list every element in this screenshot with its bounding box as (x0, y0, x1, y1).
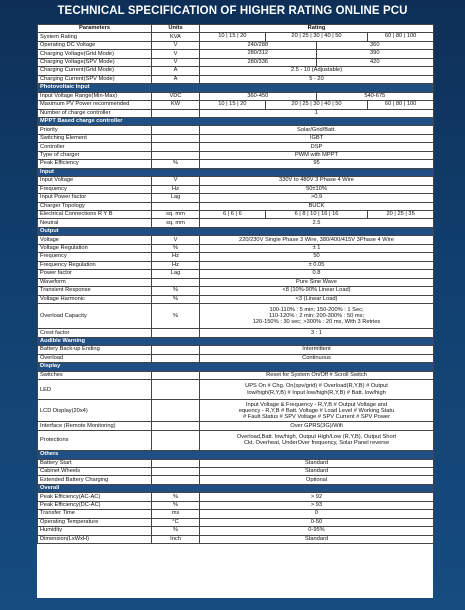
parameter-cell: Number of charge controller (38, 109, 152, 117)
parameter-cell: Waveform (38, 278, 152, 286)
unit-cell: VDC (152, 92, 200, 100)
rating-cell: 95 (200, 160, 434, 168)
rating-cell: Reset for System On/Off # Scroll Switch (200, 371, 434, 379)
table-header-row (38, 25, 434, 33)
parameter-cell: Peak Efficiency (38, 160, 152, 168)
unit-cell (152, 126, 200, 134)
rating-cell: 0-50 (200, 518, 434, 526)
parameter-cell: Dimension(LxWxH) (38, 535, 152, 543)
unit-cell (152, 430, 200, 450)
table-row (38, 236, 434, 244)
unit-cell: Hz (152, 261, 200, 269)
rating-cell (200, 303, 434, 328)
unit-cell (152, 202, 200, 210)
rating-line: 110-120% : 2 min; 200-300% : 50 ms; (268, 313, 365, 320)
section-header (38, 363, 434, 371)
unit-cell (152, 476, 200, 484)
table-row (38, 329, 434, 337)
unit-cell (152, 380, 200, 400)
unit-cell: sq. mm (152, 210, 200, 218)
unit-cell: ms (152, 510, 200, 518)
rating-cell: Intermittent (200, 346, 434, 354)
unit-cell: Hz (152, 253, 200, 261)
rating-line: equency - R,Y,B # Batt. Voltage # Load Level # Working Statu (238, 407, 395, 414)
section-title: Photovoltaic Input (38, 84, 434, 92)
section-title: Audible Warning (38, 337, 434, 345)
table-row (38, 354, 434, 362)
parameter-cell: Priority (38, 126, 152, 134)
unit-cell (152, 468, 200, 476)
spec-table-body (38, 33, 434, 544)
parameter-cell: Overload Capacity (38, 303, 152, 328)
rating-cell: IGBT (200, 134, 434, 142)
section-header (38, 168, 434, 176)
unit-cell: A (152, 67, 200, 75)
unit-cell (152, 354, 200, 362)
unit-cell: % (152, 527, 200, 535)
rating-cell (200, 101, 434, 109)
table-row (38, 371, 434, 379)
table-row (38, 510, 434, 518)
rating-cell: 5 - 20 (200, 75, 434, 83)
table-row (38, 253, 434, 261)
rating-line: UPS On # Chg. On(spv/grid) # Overload(R,Y,B) # Output (245, 383, 388, 390)
unit-cell (152, 134, 200, 142)
rating-cell: 0.8 (200, 270, 434, 278)
rating-cell: Standard (200, 459, 434, 467)
rating-subcell: 10 | 15 | 20 (200, 33, 266, 40)
section-header (38, 484, 434, 492)
table-row (38, 151, 434, 159)
unit-cell: V (152, 236, 200, 244)
section-header (38, 227, 434, 235)
table-row (38, 177, 434, 185)
table-row (38, 33, 434, 41)
spec-sheet (37, 24, 433, 598)
table-row (38, 134, 434, 142)
parameter-cell: Peak Efficiency(AC-AC) (38, 493, 152, 501)
rating-cell: ± 1 (200, 244, 434, 252)
header-units: Units (152, 25, 200, 33)
page-title: TECHNICAL SPECIFICATION OF HIGHER RATING ONLINE PCU (57, 5, 408, 17)
rating-cell: <8 (10%-90% Linear Load) (200, 287, 434, 295)
unit-cell (152, 346, 200, 354)
table-row (38, 400, 434, 422)
unit-cell (152, 278, 200, 286)
rating-cell: >0.9 (200, 194, 434, 202)
parameter-cell: Operating DC Voltage (38, 41, 152, 49)
unit-cell (152, 422, 200, 430)
section-title: Input (38, 168, 434, 176)
table-row (38, 92, 434, 100)
unit-cell: °C (152, 518, 200, 526)
rating-cell: 0 (200, 510, 434, 518)
section-header (38, 337, 434, 345)
unit-cell: % (152, 501, 200, 509)
table-row (38, 126, 434, 134)
rating-cell: 2.5 - 10 (Adjustable) (200, 67, 434, 75)
parameter-cell: Type of charger (38, 151, 152, 159)
unit-cell: % (152, 287, 200, 295)
unit-cell: V (152, 58, 200, 66)
unit-cell: Inch (152, 535, 200, 543)
parameter-cell: Switching Element (38, 134, 152, 142)
rating-line: # Fault Status # SPV Voltage # SPV Current # SPV Power (242, 413, 390, 420)
table-row (38, 210, 434, 218)
parameter-cell: Charger Topology (38, 202, 152, 210)
rating-cell: Over GPRS(3G)/Wifi (200, 422, 434, 430)
rating-cell: PWM with MPPT (200, 151, 434, 159)
unit-cell: % (152, 303, 200, 328)
parameter-cell: Input Voltage (38, 177, 152, 185)
parameter-cell: Charging Current(Grid Mode) (38, 67, 152, 75)
rating-cell (200, 50, 434, 58)
parameter-cell: Interface (Remote Monitoring) (38, 422, 152, 430)
rating-cell: Optional (200, 476, 434, 484)
parameter-cell: Charging Voltage(SPV Mode) (38, 58, 152, 66)
rating-cell: Standard (200, 468, 434, 476)
unit-cell: A (152, 75, 200, 83)
table-row (38, 295, 434, 303)
parameter-cell: Electrical Connections R Y B (38, 210, 152, 218)
table-row (38, 261, 434, 269)
table-row (38, 468, 434, 476)
parameter-cell: Power factor (38, 270, 152, 278)
parameter-cell: Neutral (38, 219, 152, 227)
rating-subcell: 540-675 (364, 92, 386, 99)
unit-cell: % (152, 295, 200, 303)
rating-subcell: 20 | 25 | 30 | 40 | 50 (266, 101, 369, 108)
parameter-cell: Peak Efficiency(DC-AC) (38, 501, 152, 509)
unit-cell: Lag (152, 194, 200, 202)
unit-cell (152, 371, 200, 379)
rating-split (200, 42, 433, 49)
parameter-cell: LED (38, 380, 152, 400)
rating-cell: ± 0.05 (200, 261, 434, 269)
table-row (38, 67, 434, 75)
rating-cell (200, 92, 434, 100)
rating-line: Ckt, Overheat, UnderOver frequency, Solar Panel reverse (243, 440, 390, 447)
parameter-cell: Voltage (38, 236, 152, 244)
rating-split (200, 101, 433, 108)
unit-cell: KVA (152, 33, 200, 41)
parameter-cell: Humidity (38, 527, 152, 535)
rating-cell (200, 41, 434, 49)
table-row (38, 58, 434, 66)
parameter-cell: Operating Temperature (38, 518, 152, 526)
parameter-cell: Controller (38, 143, 152, 151)
rating-line: Overload,Batt. low/high, Output High/Low (R,Y,B), Output Short (236, 434, 397, 441)
parameter-cell: Voltage Regulation (38, 244, 152, 252)
unit-cell: sq. mm (152, 219, 200, 227)
table-row (38, 346, 434, 354)
rating-cell: 0-95% (200, 527, 434, 535)
rating-subcell: 240/288 (200, 42, 317, 49)
rating-cell: BUCK (200, 202, 434, 210)
rating-cell: 3 : 1 (200, 329, 434, 337)
rating-subcell: 360-450 (200, 93, 317, 100)
rating-cell (200, 430, 434, 450)
unit-cell (152, 459, 200, 467)
table-row (38, 160, 434, 168)
table-row (38, 518, 434, 526)
table-row (38, 194, 434, 202)
rating-cell: Standard (200, 535, 434, 543)
rating-line: 120-150% : 30 sec; >300% : 20 ms, With 3 Retries (252, 319, 381, 326)
table-row (38, 270, 434, 278)
table-row (38, 287, 434, 295)
table-row (38, 143, 434, 151)
parameter-cell: Voltage Harmonic (38, 295, 152, 303)
rating-line: 100-110% : 5 min; 150-200% : 1 Sec; (269, 306, 364, 313)
rating-subcell: 10 | 15 | 20 (200, 101, 266, 108)
rating-cell: 50 (200, 253, 434, 261)
parameter-cell: Frequency (38, 253, 152, 261)
unit-cell (152, 151, 200, 159)
header-parameters: Parameters (38, 25, 152, 33)
rating-split (200, 50, 433, 57)
rating-subcell: 390 (370, 50, 380, 57)
table-row (38, 422, 434, 430)
unit-cell (152, 329, 200, 337)
rating-cell: <3 (Linear Load) (200, 295, 434, 303)
parameter-cell: Extended Battery Charging (38, 476, 152, 484)
section-header (38, 451, 434, 459)
section-title: Overall (38, 484, 434, 492)
table-row (38, 185, 434, 193)
unit-cell: Hz (152, 185, 200, 193)
rating-cell (200, 380, 434, 400)
table-row (38, 75, 434, 83)
rating-split (200, 33, 433, 40)
rating-subcell: 60 | 80 | 100 (384, 101, 417, 108)
table-row (38, 202, 434, 210)
rating-cell (200, 33, 434, 41)
parameter-cell: Frequency (38, 185, 152, 193)
parameter-cell: Frequency Regulation (38, 261, 152, 269)
unit-cell (152, 143, 200, 151)
rating-cell: 50±10% (200, 185, 434, 193)
rating-line: Input Voltage & Frequency - R,Y,B # Output Voltage and (245, 401, 388, 408)
parameter-cell: Protections (38, 430, 152, 450)
rating-subcell: 360 (370, 41, 380, 48)
table-row (38, 50, 434, 58)
table-row (38, 535, 434, 543)
section-title: Others (38, 451, 434, 459)
unit-cell: % (152, 493, 200, 501)
rating-subcell: 280/312 (200, 50, 317, 57)
table-row (38, 380, 434, 400)
unit-cell: V (152, 177, 200, 185)
table-row (38, 459, 434, 467)
rating-cell: > 93 (200, 501, 434, 509)
section-title: Display (38, 363, 434, 371)
unit-cell (152, 109, 200, 117)
rating-subcell: 420 (370, 58, 380, 65)
table-row (38, 303, 434, 328)
unit-cell: % (152, 160, 200, 168)
parameter-cell: Crest factor (38, 329, 152, 337)
parameter-cell: Battery Start (38, 459, 152, 467)
rating-subcell: 20 | 25 | 35 (386, 210, 415, 217)
rating-subcell: 6 | 6 | 6 (200, 211, 266, 218)
header-rating: Rating (200, 25, 434, 33)
parameter-cell: Switches (38, 371, 152, 379)
unit-cell: KW (152, 101, 200, 109)
unit-cell: V (152, 41, 200, 49)
rating-line: low/high(R,Y,B) # Input low/high(R,Y,B) # Batt. low/high (247, 389, 386, 396)
table-row (38, 101, 434, 109)
section-title: Output (38, 227, 434, 235)
spec-table (37, 24, 434, 544)
parameter-cell: Charging Voltage(Grid Mode) (38, 50, 152, 58)
table-row (38, 527, 434, 535)
rating-cell: 330V to 480V 3 Phase 4 Wire (200, 177, 434, 185)
rating-cell: 220/230V Single Phase 3 Wire, 380/400/415V 3Phase 4 Wire (200, 236, 434, 244)
table-row (38, 493, 434, 501)
parameter-cell: Maximum PV Power recommended (38, 101, 152, 109)
parameter-cell: System Rating (38, 33, 152, 41)
rating-cell: Pure Sine Wave (200, 278, 434, 286)
unit-cell: V (152, 50, 200, 58)
parameter-cell: Input Voltage Range(Min-Max) (38, 92, 152, 100)
section-header (38, 117, 434, 125)
rating-cell: > 92 (200, 493, 434, 501)
rating-split (200, 59, 433, 66)
rating-cell (200, 210, 434, 218)
parameter-cell: Input Power factor (38, 194, 152, 202)
table-row (38, 278, 434, 286)
parameter-cell: Transient Response (38, 287, 152, 295)
table-row (38, 244, 434, 252)
rating-subcell: 60 | 80 | 100 (384, 33, 417, 40)
parameter-cell: Transfer Time (38, 510, 152, 518)
table-row (38, 501, 434, 509)
section-title: MPPT Based charge controller (38, 117, 434, 125)
rating-cell: Continuous (200, 354, 434, 362)
rating-cell (200, 400, 434, 422)
table-row (38, 41, 434, 49)
unit-cell: Lag (152, 270, 200, 278)
rating-subcell: 280/336 (200, 59, 317, 66)
parameter-cell: LCD Display(20x4) (38, 400, 152, 422)
rating-cell: 2.5 (200, 219, 434, 227)
table-row (38, 219, 434, 227)
unit-cell (152, 400, 200, 422)
rating-split (200, 93, 433, 100)
rating-cell: 1 (200, 109, 434, 117)
parameter-cell: Charging Current(SPV Mode) (38, 75, 152, 83)
table-row (38, 476, 434, 484)
rating-cell: DSP (200, 143, 434, 151)
parameter-cell: Overload (38, 354, 152, 362)
parameter-cell: Battery Back-up Ending (38, 346, 152, 354)
rating-subcell: 6 | 8 | 10 | 16 | 16 (266, 211, 369, 218)
unit-cell: % (152, 244, 200, 252)
rating-cell (200, 58, 434, 66)
parameter-cell: Cabinet Wheels (38, 468, 152, 476)
rating-subcell: 20 | 25 | 30 | 40 | 50 (266, 33, 369, 40)
table-row (38, 430, 434, 450)
rating-cell: Solar/Grid/Batt. (200, 126, 434, 134)
section-header (38, 84, 434, 92)
table-row (38, 109, 434, 117)
rating-split (200, 211, 433, 218)
